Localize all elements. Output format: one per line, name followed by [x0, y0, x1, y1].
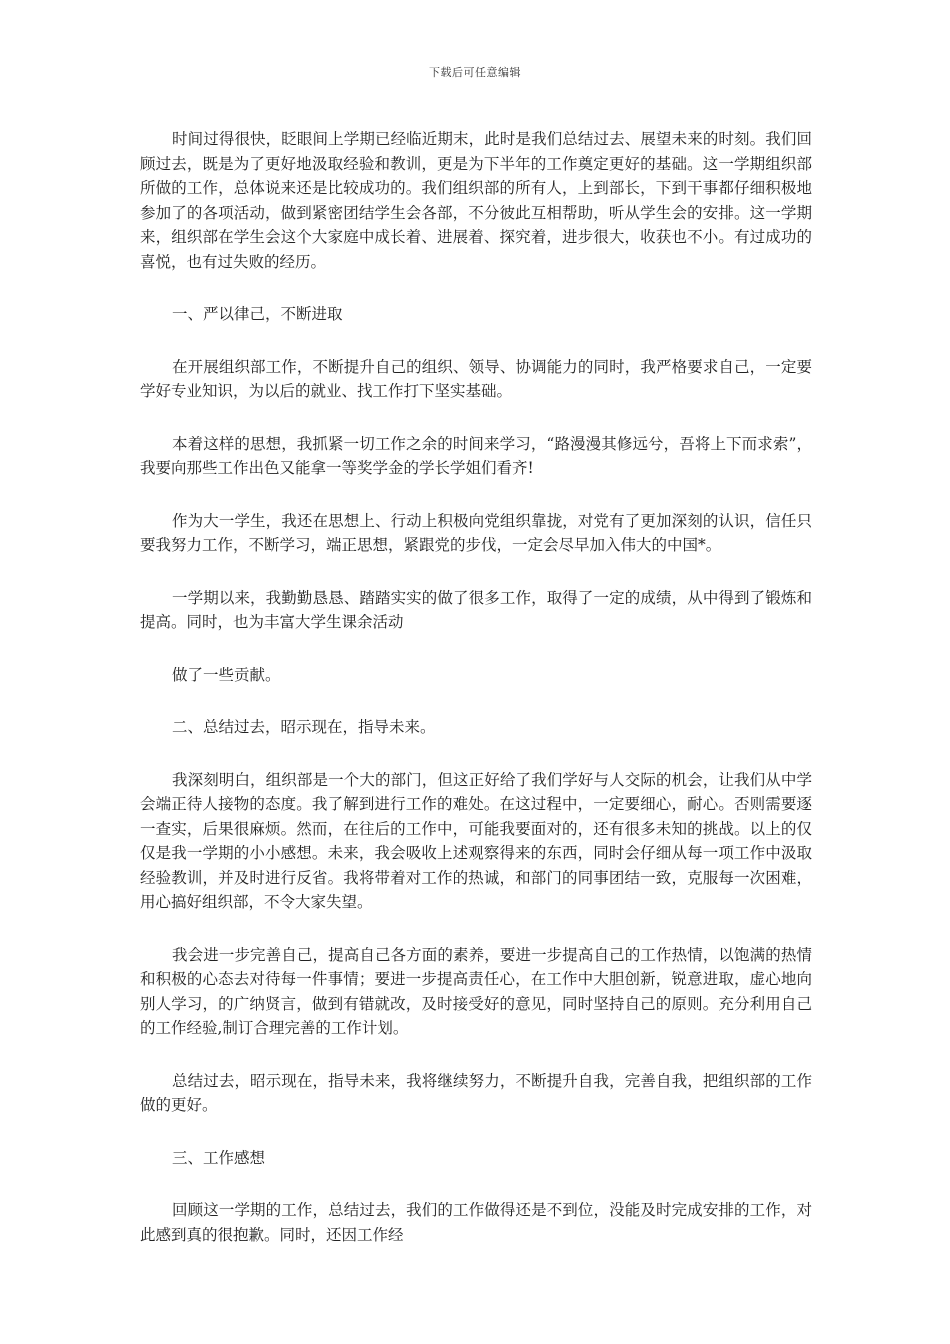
intro-paragraph: 时间过得很快，眨眼间上学期已经临近期末，此时是我们总结过去、展望未来的时刻。我们回顾过去，既是为了更好地汲取经验和教训，更是为下半年的工作奠定更好的基础。这一学期组织部所做的工作，总体说来还是比较成功的。我们组织部的所有人，上到部长，下到干事都仔细积极地参加了的各项活动，做到紧密团结学生会各部，不分彼此互相帮助，听从学生会的安排。这一学期来，组织部在学生会这个大家庭中成长着、进展着、探究着，进步很大，收获也不小。有过成功的喜悦，也有过失败的经历。 [140, 130, 812, 271]
body-paragraph: 本着这样的思想，我抓紧一切工作之余的时间来学习，“路漫漫其修远兮，吾将上下而求索”，我要向那些工作出色又能拿一等奖学金的学长学姐们看齐! [140, 434, 812, 477]
document-body [140, 127, 812, 1275]
body-paragraph: 作为大一学生，我还在思想上、行动上积极向党组织靠拢，对党有了更加深刻的认识，信任只要我努力工作，不断学习，端正思想，紧跟党的步伐，一定会尽早加入伟大的中国*。 [140, 511, 812, 554]
section-heading-1: 一、严以律己，不断进取 [172, 305, 343, 323]
body-paragraph: 总结过去，昭示现在，指导未来，我将继续努力，不断提升自我，完善自我，把组织部的工作做的更好。 [140, 1071, 812, 1114]
body-paragraph: 做了一些贡献。 [172, 665, 281, 684]
section-heading-2: 二、总结过去，昭示现在，指导未来。 [172, 718, 436, 736]
body-paragraph: 回顾这一学期的工作，总结过去，我们的工作做得还是不到位，没能及时完成安排的工作，对此感到真的很抱歉。同时，还因工作经 [140, 1201, 812, 1244]
body-paragraph: 我深刻明白，组织部是一个大的部门，但这正好给了我们学好与人交际的机会，让我们从中学会端正待人接物的态度。我了解到进行工作的难处。在这过程中，一定要细心，耐心。否则需要逐一查实，后果很麻烦。然而，在往后的工作中，可能我要面对的，还有很多未知的挑战。以上的仅仅是我一学期的小小感想。未来，我会吸收上述观察得来的东西，同时会仔细从每一项工作中汲取经验教训，并及时进行反省。我将带着对工作的热诚，和部门的同事团结一致，克服每一次困难，用心搞好组织部，不令大家失望。 [140, 770, 812, 911]
body-paragraph: 一学期以来，我勤勤恳恳、踏踏实实的做了很多工作，取得了一定的成绩，从中得到了锻炼和提高。同时，也为丰富大学生课余活动 [140, 588, 812, 631]
header-note: 下载后可任意编辑 [429, 66, 521, 79]
body-paragraph: 我会进一步完善自己，提高自己各方面的素养，要进一步提高自己的工作热情，以饱满的热情和积极的心态去对待每一件事情；要进一步提高责任心，在工作中大胆创新，锐意进取，虚心地向别人学习，的广纳贤言，做到有错就改，及时接受好的意见，同时坚持自己的原则。充分利用自己的工作经验,制订合理完善的工作计划。 [140, 945, 812, 1037]
section-heading-3: 三、工作感想 [172, 1148, 266, 1167]
body-paragraph: 在开展组织部工作，不断提升自己的组织、领导、协调能力的同时，我严格要求自己，一定要学好专业知识，为以后的就业、找工作打下坚实基础。 [140, 357, 812, 400]
